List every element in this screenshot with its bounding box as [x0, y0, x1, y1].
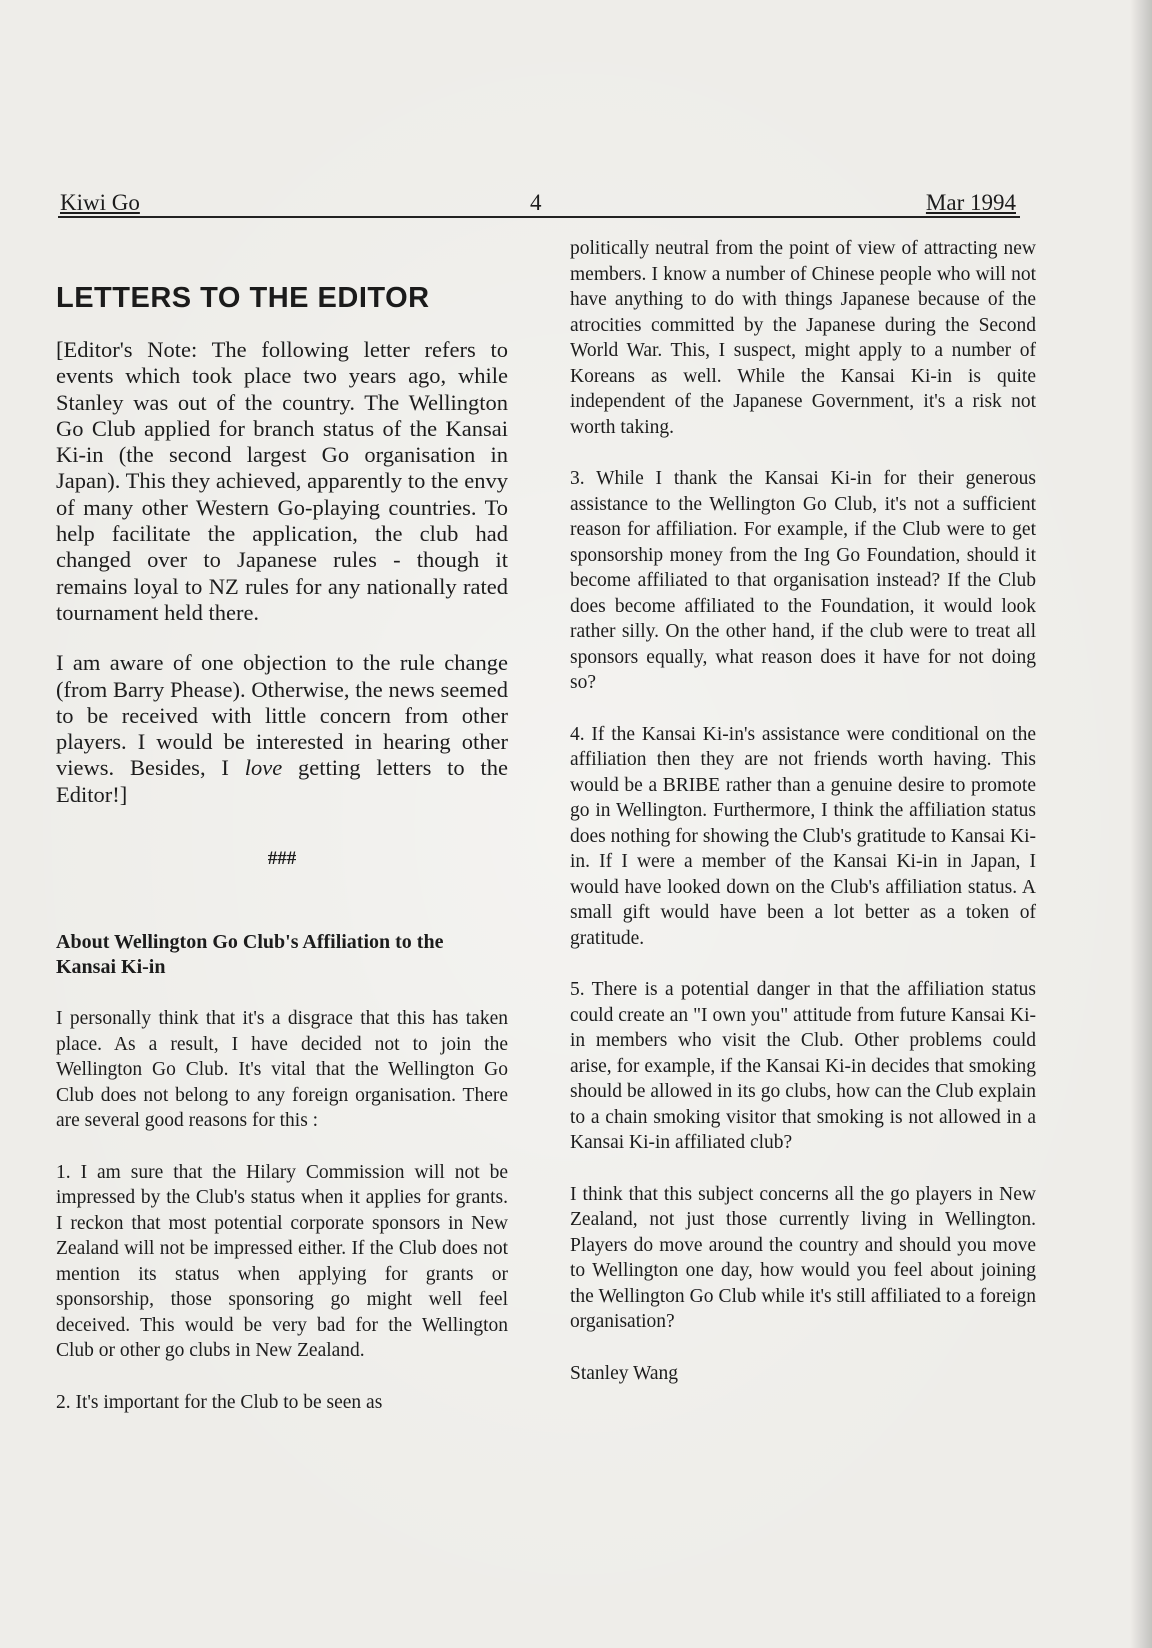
letter-body-right — [570, 236, 1036, 1386]
editor-note-paragraph-1: [Editor's Note: The following letter refers to events which took place two years ago, while Stanley was out of the country. The Wellington Go Club applied for branch status of the Kansai Ki-in (the second largest Go organisation in Japan). This they achieved, apparently to the envy of many other Western Go-playing countries. To help facilitate the application, the club had changed over to Japanese rules - though it remains loyal to NZ rules for any nationally rated tournament held there. — [56, 337, 508, 625]
letter-point-5: 5. There is a potential danger in that the affiliation status could create an "I own you" attitude from future Kansai Ki-in members who visit the Club. Other problems could arise, for example, if the Kansai Ki-in decides that smoking should be allowed in its go clubs, how can the Club explain to a chain smoking visitor that smoking is not allowed in a Kansai Ki-in affiliated club? — [570, 979, 1036, 1153]
letter-point-1: 1. I am sure that the Hilary Commission will not be impressed by the Club's status when it applies for grants. I reckon that most potential corporate sponsors in New Zealand will not be impressed either. If the Club does not mention its status when applying for grants or sponsorship, those sponsoring go might well feel deceived. This would be very bad for the Wellington Club or other go clubs in New Zealand. — [56, 1161, 508, 1362]
letter-point-4: 4. If the Kansai Ki-in's assistance were conditional on the affiliation then they are not friends worth having. This would be a BRIBE rather than a genuine desire to promote go in Wellington. Furthermore, I think the affiliation status does nothing for showing the Club's gratitude to Kansai Ki-in. If I were a member of the Kansai Ki-in in Japan, I would have looked down on the Club's affiliation status. A small gift would have been a lot better as a token of gratitude. — [570, 723, 1036, 949]
right-column — [570, 236, 1036, 1412]
header-publication: Kiwi Go — [60, 190, 140, 215]
letter-signature: Stanley Wang — [570, 1362, 679, 1384]
editor-note — [56, 337, 508, 808]
page-header — [58, 186, 1020, 218]
letter-point-2-continued: politically neutral from the point of view of attracting new members. I know a number of Chinese people who will not have anything to do with things Japanese because of the atrocities committed by the Japanese during the Second World War. This, I suspect, might apply to a number of Koreans as well. While the Kansai Ki-in is quite independent of the Japanese Government, it's a risk not worth taking. — [570, 238, 1036, 438]
letter-point-3: 3. While I thank the Kansai Ki-in for their generous assistance to the Wellington Go Club, it's not a sufficient reason for affiliation. For example, if the Club were to get sponsorship money from the Ing Go Foundation, should it become affiliated to that organisation instead? If the Club does become affiliated to the Foundation, it would look rather silly. On the other hand, if the club were to treat all sponsors equally, what reason does it have for not doing so? — [570, 468, 1036, 693]
left-column — [56, 240, 508, 1441]
letter-heading: About Wellington Go Club's Affiliation to the Kansai Ki-in — [56, 931, 444, 979]
letter-closing: I think that this subject concerns all the go players in New Zealand, not just those currently living in Wellington. Players do move around the country and should you move to Wellington one day, how would you feel about joining the Wellington Go Club while it's still affiliated to a foreign organisation? — [570, 1183, 1036, 1332]
editor-note-paragraph-2: I am aware of one objection to the rule change (from Barry Phease). Otherwise, the news seemed to be received with little concern from other players. I would be interested in hearing other views. Besides, I love getting letters to the Editor!] — [56, 650, 508, 807]
header-date: Mar 1994 — [925, 190, 1016, 215]
letter-intro: I personally think that it's a disgrace that this has taken place. As a result, I have decided not to join the Wellington Go Club. It's vital that the Wellington Go Club does not belong to any foreign organisation. There are several good reasons for this : — [56, 1008, 508, 1132]
letter-point-2-start: 2. It's important for the Club to be seen as — [56, 1391, 383, 1413]
section-separator: ### — [267, 848, 297, 870]
letter-body-left — [56, 1006, 508, 1415]
section-title: LETTERS TO THE EDITOR — [56, 282, 430, 314]
header-page-number: 4 — [530, 190, 542, 215]
page-edge-shadow — [1130, 0, 1152, 1648]
